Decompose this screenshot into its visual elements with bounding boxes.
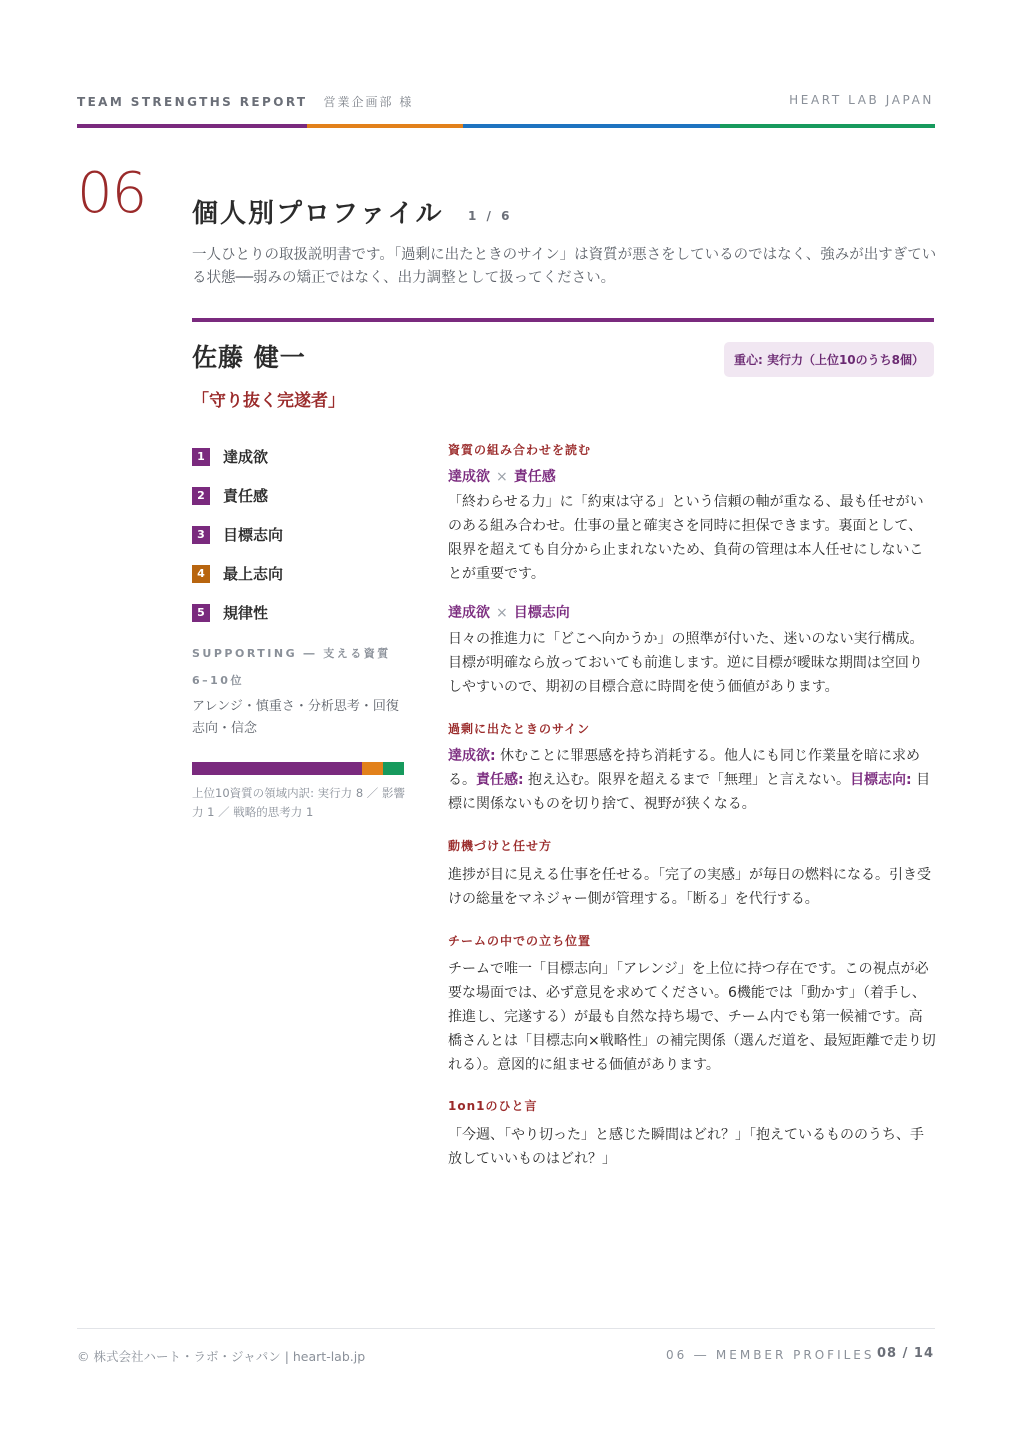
member-name: 佐藤 健一 [192,343,306,372]
motivation-text: 進捗が目に見える仕事を任せる。「完了の実感」が毎日の燃料になる。引き受けの総量をマネジャー側が管理する。「断る」を代行する。 [448,867,931,907]
client-name: 営業企画部 様 [323,95,414,109]
strength-item [192,515,283,554]
supporting-strengths: アレンジ・慎重さ・分析思考・回復志向・信念 [192,699,399,736]
combo-pair [448,602,936,622]
motivation-heading: 動機づけと任せ方 [448,839,553,853]
header-rule-2 [307,124,463,128]
combo-strength-b: 目標志向 [513,605,570,621]
combo-strength-a: 達成欲 [448,469,490,485]
times-symbol: × [496,605,508,621]
rank-badge: 3 [192,526,210,544]
page-number: 08 / 14 [877,1346,934,1361]
strength-item [192,476,283,515]
report-title: TEAM STRENGTHS REPORT [77,95,308,109]
distribution-caption: 上位10資質の領域内訳: 実行力 8 ／ 影響力 1 ／ 戦略的思考力 1 [192,786,405,819]
footer-rule [77,1328,935,1329]
page-title: 個人別プロファイル [192,199,444,229]
overuse-keyword: 目標志向: [850,772,912,788]
section-number: 06 [77,161,147,226]
combo-strength-a: 達成欲 [448,605,490,621]
rank-badge: 4 [192,565,210,583]
rank-badge: 5 [192,604,210,622]
strength-item [192,593,283,632]
strength-label: 最上志向 [223,565,284,583]
combo-description: 日々の推進力に「どこへ向かうか」の照準が付いた、迷いのない実行構成。目標が明確なら放っておいても前進します。逆に目標が曖昧な期間は空回りしやすいので、期初の目標合意に時間を使う価値があります。 [448,631,924,695]
overuse-heading: 過剰に出たときのサイン [448,722,591,736]
overuse-text: 目標に関係ないものを切り捨て、視野が狭くなる。 [448,772,931,812]
position-text: チームで唯一「目標志向」「アレンジ」を上位に持つ存在です。この視点が必要な場面では、必ず意見を求めてください。6機能では「動かす」（着手し、推進し、完遂する）が最も自然な持ち場で、チーム内でも第一候補です。高橋さんとは「目標志向×戦略性」の補完関係（選んだ道を、最短距離で走り切れる）。意図的に組ませる価値があります。 [448,961,936,1073]
combos-heading: 資質の組み合わせを読む [448,443,592,457]
domain-distribution-bar [192,762,404,775]
header-rule-1 [77,124,307,128]
member-nickname: 「守り抜く完遂者」 [192,391,345,411]
strength-label: 規律性 [223,604,269,622]
overuse-text: 抱え込む。限界を超えるまで「無理」と言えない。 [523,772,851,788]
strength-item [192,554,283,593]
distribution-segment [383,762,404,775]
strength-label: 責任感 [223,487,269,505]
oneonone-heading: 1on1のひと言 [448,1099,538,1113]
top-strengths-list [192,437,283,632]
header-rule-3 [463,124,720,128]
rank-badge: 2 [192,487,210,505]
strength-item [192,437,283,476]
section-intro: 一人ひとりの取扱説明書です。「過剰に出たときのサイン」は資質が悪さをしているのではなく、強みが出すぎている状態──弱みの矯正ではなく、出力調整として扱ってください。 [192,247,937,286]
profile-divider [192,318,934,322]
report-header [77,93,413,110]
distribution-segment [362,762,383,775]
distribution-segment [192,762,362,775]
supporting-heading: SUPPORTING ― 支える資質 6–10位 [192,647,391,687]
footer-copyright: © 株式会社ハート・ラボ・ジャパン | heart-lab.jp [77,1349,366,1364]
strength-label: 達成欲 [223,448,269,466]
brand-name: HEART LAB JAPAN [789,93,934,107]
times-symbol: × [496,469,508,485]
combo-strength-b: 責任感 [513,469,556,485]
oneonone-text: 「今週、「やり切った」と感じた瞬間はどれ？」「抱えているもののうち、手放していいものはどれ？」 [448,1127,924,1167]
combo-pair [448,466,936,486]
strength-label: 目標志向 [223,526,284,544]
position-heading: チームの中での立ち位置 [448,934,592,948]
overuse-text: 休むことに罪悪感を持ち消耗する。他人にも同じ作業量を暗に求める。 [448,748,921,788]
header-rule-4 [720,124,935,128]
domain-badge: 重心: 実行力（上位10のうち8個） [724,342,934,377]
overuse-keyword: 責任感: [476,772,524,788]
footer-section-label: 06 ― MEMBER PROFILES [666,1348,875,1362]
profile-pager: 1 / 6 [468,209,513,223]
combo-description: 「終わらせる力」に「約束は守る」という信頼の軸が重なる、最も任せがいのある組み合わせ。仕事の量と確実さを同時に担保できます。裏面として、限界を超えても自分から止まれないため、負荷の管理は本人任せにしないことが重要です。 [448,494,924,582]
overuse-signs [448,744,936,816]
overuse-keyword: 達成欲: [448,748,496,764]
rank-badge: 1 [192,448,210,466]
